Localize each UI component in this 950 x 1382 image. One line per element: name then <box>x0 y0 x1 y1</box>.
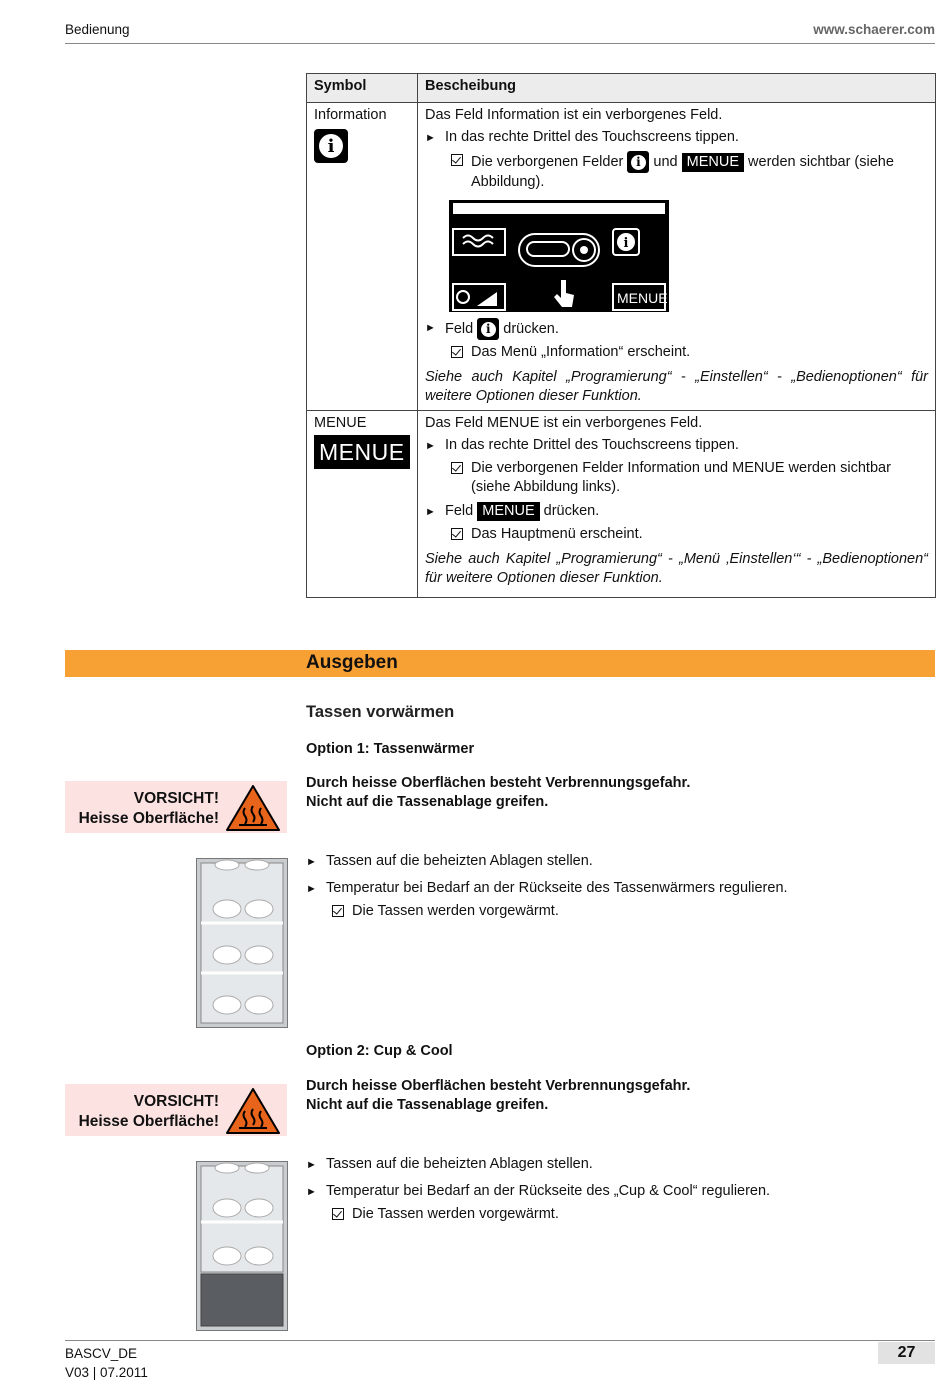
step-item <box>425 318 928 340</box>
step-item <box>306 852 936 872</box>
description-cell <box>418 103 936 411</box>
touchscreen-illustration <box>449 200 669 312</box>
result-item <box>425 343 928 362</box>
result-text: Die verborgenen Felder Information und MENUE werden sichtbar (siehe Abbildung links). <box>471 460 891 495</box>
result-text: Das Hauptmenü erscheint. <box>471 526 643 542</box>
cup-and-cool-illustration <box>197 1162 287 1330</box>
menue-icon: MENUE <box>314 435 410 469</box>
result-text: Die Tassen werden vorgewärmt. <box>352 903 559 919</box>
page-number: 27 <box>878 1342 935 1364</box>
info-icon: i <box>627 151 649 173</box>
triangle-bullet-icon: ► <box>425 132 436 144</box>
triangle-bullet-icon: ► <box>306 856 317 868</box>
svg-text:i: i <box>623 236 629 251</box>
warning-label <box>79 1092 219 1132</box>
step-item <box>425 128 928 148</box>
section-title: Ausgeben <box>306 652 398 673</box>
column-header-description: Bescheibung <box>418 74 936 103</box>
warning-box <box>65 781 287 833</box>
warning-title: VORSICHT! <box>133 1093 219 1110</box>
table-row-information <box>307 103 936 411</box>
table-row-menue <box>307 411 936 598</box>
section-bar <box>65 650 935 677</box>
symbol-cell <box>307 411 418 598</box>
result-item <box>425 525 928 544</box>
triangle-bullet-icon: ► <box>306 1186 317 1198</box>
step-text: Tassen auf die beheizten Ablagen stellen. <box>326 853 593 869</box>
warning-message: Durch heisse Oberflächen besteht Verbrennungsgefahr. Nicht auf die Tassenablage greifen. <box>306 775 691 810</box>
checkbox-icon <box>451 343 471 362</box>
step-text: Feld MENUE drücken. <box>445 503 600 519</box>
column-header-symbol: Symbol <box>307 74 418 103</box>
row-intro: Das Feld MENUE ist ein verborgenes Feld. <box>425 415 703 431</box>
option2-title: Option 2: Cup & Cool <box>306 1043 453 1059</box>
checkbox-icon <box>451 459 471 478</box>
cup-and-cool-image <box>196 1161 288 1331</box>
warning-box <box>65 1084 287 1136</box>
menue-icon: MENUE <box>477 502 539 521</box>
step-item <box>306 1155 936 1175</box>
result-item <box>306 1205 936 1224</box>
triangle-bullet-icon: ► <box>425 440 436 452</box>
footer-divider <box>65 1340 935 1341</box>
warning-label <box>79 789 219 829</box>
result-text: Die Tassen werden vorgewärmt. <box>352 1206 559 1222</box>
description-cell <box>418 411 936 598</box>
step-text: In das rechte Drittel des Touchscreens tippen. <box>445 129 739 145</box>
option1-title: Option 1: Tassenwärmer <box>306 741 475 757</box>
result-text: Das Menü „Information“ erscheint. <box>471 344 691 360</box>
triangle-bullet-icon: ► <box>306 1159 317 1171</box>
info-icon: i <box>314 129 348 163</box>
option1-steps <box>306 847 936 921</box>
symbol-label: MENUE <box>314 415 367 431</box>
step-item <box>306 879 936 899</box>
footer-version: V03 | 07.2011 <box>65 1365 148 1380</box>
warning-subtitle: Heisse Oberfläche! <box>78 1113 219 1130</box>
result-item <box>425 459 928 497</box>
hot-surface-warning-icon <box>225 784 281 832</box>
row-intro: Das Feld Information ist ein verborgenes Feld. <box>425 107 723 123</box>
hot-surface-warning-icon <box>225 1087 281 1135</box>
checkbox-icon <box>451 151 471 170</box>
step-text: Tassen auf die beheizten Ablagen stellen. <box>326 1156 593 1172</box>
menue-icon: MENUE <box>682 153 744 172</box>
warning-message: Durch heisse Oberflächen besteht Verbrennungsgefahr. Nicht auf die Tassenablage greifen. <box>306 1078 691 1113</box>
option2-steps <box>306 1150 936 1224</box>
info-icon: i <box>477 318 499 340</box>
symbol-table <box>306 73 936 598</box>
step-text: Temperatur bei Bedarf an der Rückseite des „Cup & Cool“ regulieren. <box>326 1183 771 1199</box>
checkbox-icon <box>332 902 352 921</box>
table-header-row <box>307 74 936 103</box>
header-divider <box>65 43 935 44</box>
checkbox-icon <box>451 525 471 544</box>
screen-menue-label: MENUE <box>617 290 668 306</box>
result-text: Die verborgenen Felder i und MENUE werden sichtbar (siehe Abbildung). <box>471 151 928 192</box>
triangle-bullet-icon: ► <box>425 322 436 334</box>
subsection-title: Tassen vorwärmen <box>306 703 455 721</box>
step-text: In das rechte Drittel des Touchscreens tippen. <box>445 437 739 453</box>
cross-reference-note: Siehe auch Kapitel „Programierung“ - „Einstellen“ - „Bedienoptionen“ für weitere Optionen dieser Funktion. <box>425 369 928 404</box>
cup-warmer-illustration <box>197 859 287 1027</box>
header-chapter: Bedienung <box>65 22 130 37</box>
triangle-bullet-icon: ► <box>306 883 317 895</box>
warning-title: VORSICHT! <box>133 790 219 807</box>
step-item <box>425 502 928 522</box>
header-website: www.schaerer.com <box>813 22 935 37</box>
result-item <box>306 902 936 921</box>
step-item <box>306 1182 936 1202</box>
checkbox-icon <box>332 1205 352 1224</box>
symbol-label: Information <box>314 107 387 123</box>
step-text: Feld i drücken. <box>445 318 559 340</box>
cup-warmer-image <box>196 858 288 1028</box>
cross-reference-note: Siehe auch Kapitel „Programierung“ - „Menü ‚Einstellen‘“ - „Bedienoptionen“ für weitere Optionen dieser Funktion. <box>425 551 928 586</box>
warning-subtitle: Heisse Oberfläche! <box>78 810 219 827</box>
footer-doc-info <box>65 1344 148 1382</box>
footer-doc-id: BASCV_DE <box>65 1346 138 1361</box>
result-item <box>425 151 928 192</box>
step-item <box>425 436 928 456</box>
symbol-cell <box>307 103 418 411</box>
step-text: Temperatur bei Bedarf an der Rückseite des Tassenwärmers regulieren. <box>326 880 788 896</box>
triangle-bullet-icon: ► <box>425 506 436 518</box>
